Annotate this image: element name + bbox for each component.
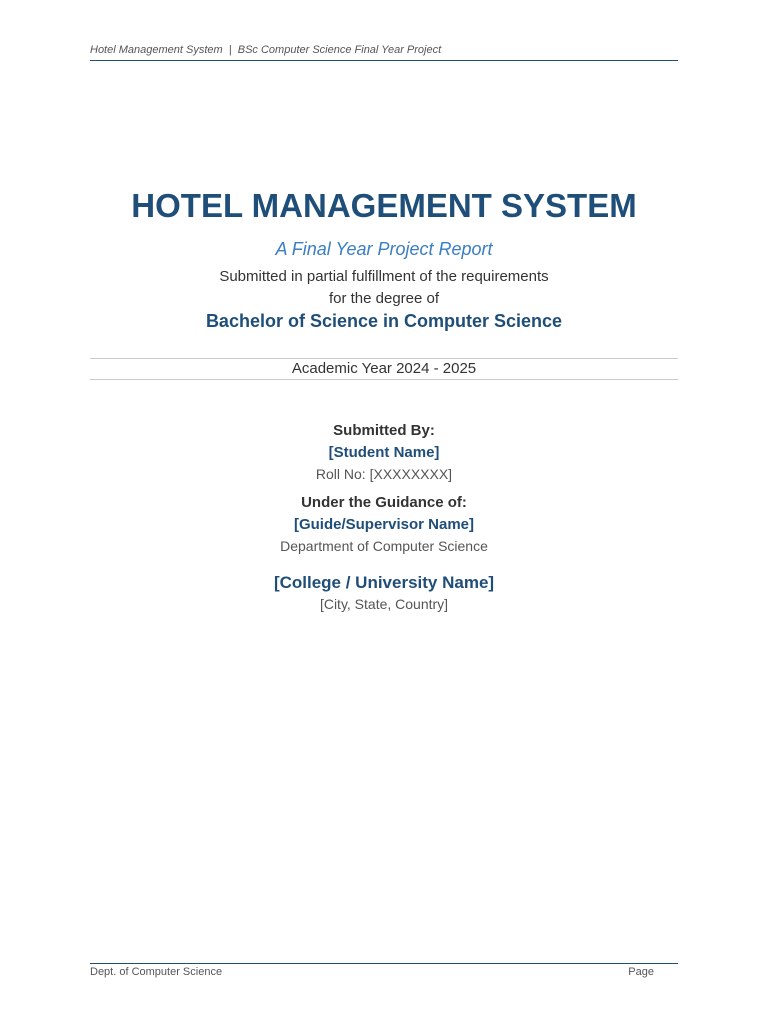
submitted-by-block: [0, 420, 768, 484]
roll-number: Roll No: [XXXXXXXX]: [315, 466, 453, 482]
academic-year: Academic Year 2024 - 2025: [90, 358, 678, 380]
guidance-label: Under the Guidance of:: [301, 494, 467, 511]
college-location: [City, State, Country]: [319, 596, 449, 612]
submitted-by-label: Submitted By:: [333, 422, 435, 439]
document-title: HOTEL MANAGEMENT SYSTEM: [131, 187, 637, 224]
institution-block: [0, 572, 768, 614]
running-header: [90, 44, 678, 61]
college-name: [College / University Name]: [273, 573, 495, 592]
degree-name: Bachelor of Science in Computer Science: [205, 311, 563, 331]
guide-department: Department of Computer Science: [280, 538, 488, 554]
running-footer: [90, 963, 678, 980]
submission-statement: [0, 266, 768, 310]
footer-department: Dept. of Computer Science: [90, 966, 223, 978]
running-header-text: Hotel Management System | BSc Computer Science Final Year Project: [90, 44, 442, 56]
document-subtitle: A Final Year Project Report: [275, 239, 493, 259]
footer-page-label: Page: [628, 966, 654, 978]
guide-name: [Guide/Supervisor Name]: [293, 516, 475, 533]
submission-line-1: Submitted in partial fulfillment of the requirements: [219, 268, 549, 285]
submission-line-2: for the degree of: [328, 290, 440, 307]
guidance-block: [0, 492, 768, 556]
student-name: [Student Name]: [328, 444, 440, 461]
